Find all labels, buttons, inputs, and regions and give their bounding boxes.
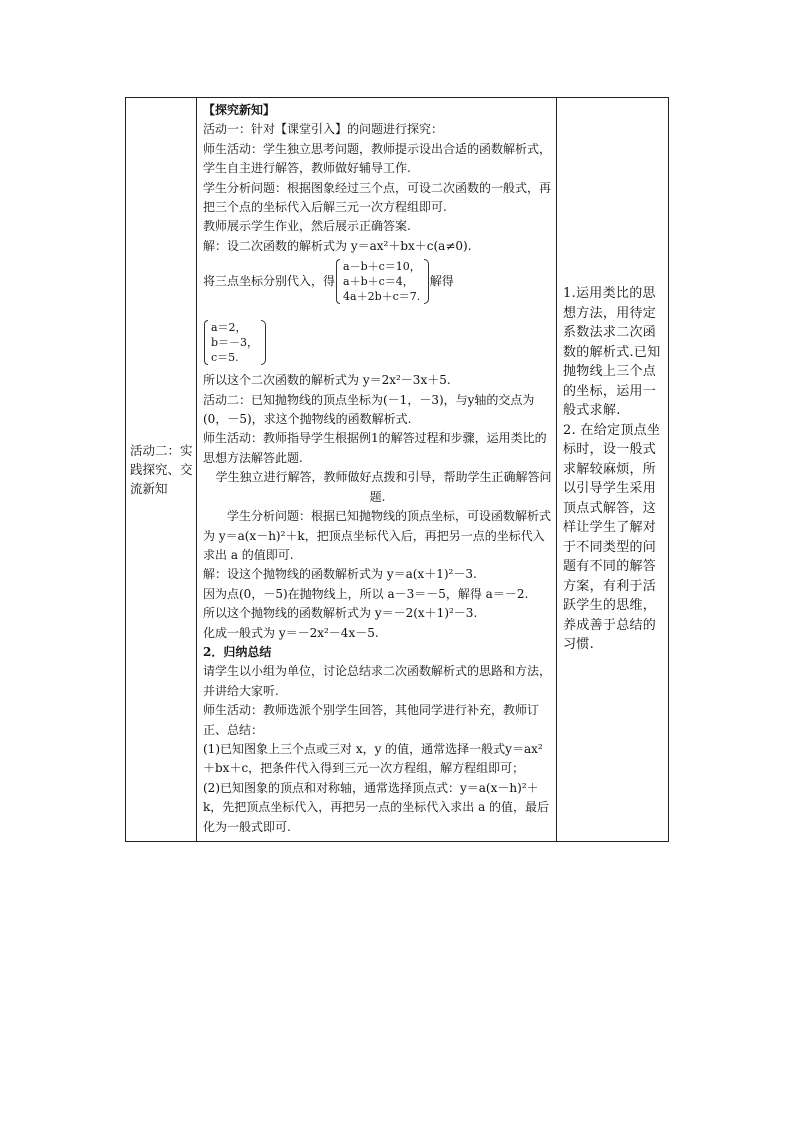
- section-heading-explore: 【探究新知】: [203, 103, 276, 117]
- activity-one-text: 活动一：针对【课堂引入】的问题进行探究：: [203, 122, 444, 137]
- summary-point-1: (1)已知图象上三个点或三对 x，y 的值，通常选择一般式y＝ax²＋bx＋c，把条件代入得到三元一次方程组，解方程组即可；: [203, 741, 543, 776]
- summary-point-2: (2)已知图象的顶点和对称轴，通常选择顶点式：y＝a(x－h)²＋k，先把顶点坐标代入，再把另一点的坐标代入求出 a 的值，最后化为一般式即可.: [203, 780, 550, 834]
- activity-two-text: 活动二：已知抛物线的顶点坐标为(－1，－3)，与y轴的交点为(0，－5)，求这个抛物线的函数解析式.: [203, 392, 535, 427]
- teacher-shows-work: 教师展示学生作业，然后展示正确答案.: [203, 219, 411, 234]
- solution-setup: 解：设二次函数的解析式为 y＝ax²＋bx＋c(a≠0).: [203, 238, 472, 253]
- substitution-suffix: 解得: [429, 274, 454, 289]
- solution-setup-2: 解：设这个抛物线的函数解析式为 y＝a(x＋1)²－3.: [203, 567, 477, 582]
- equation-line: c＝5.: [211, 351, 239, 365]
- result-function-2: 所以这个抛物线的函数解析式为 y＝－2(x＋1)²－3.: [203, 606, 478, 621]
- design-intent-cell: [557, 98, 669, 842]
- equation-line: a＋b＋c＝4，: [343, 275, 414, 289]
- student-analysis-2: 学生分析问题：根据已知抛物线的顶点坐标，可设函数解析式为 y＝a(x－h)²＋k，把顶点坐标代入后，再把另一点的坐标代入求出 a 的值即可.: [203, 509, 552, 562]
- teaching-process-content: [197, 98, 556, 841]
- teacher-guidance: 师生活动：教师指导学生根据例1的解答过程和步骤，运用类比的思想方法解答此题.: [203, 431, 547, 465]
- student-solving: 学生独立进行解答，教师做好点拨和引导，帮助学生正确解答问题.: [215, 470, 552, 504]
- equation-line: b＝－3，: [211, 336, 259, 350]
- substitute-point: 因为点(0，－5)在抛物线上，所以 a－3＝－5，解得 a＝－2.: [203, 586, 529, 601]
- equation-system-2: [204, 320, 266, 365]
- solution-row: [203, 320, 552, 365]
- substitution-prefix: 将三点坐标分别代入，得: [203, 274, 336, 289]
- teacher-student-activity: 师生活动：学生独立思考问题，教师提示设出合适的函数解析式，学生自主进行解答，教师做好辅导工作.: [203, 141, 552, 176]
- teacher-summary: 师生活动：教师选派个别学生回答，其他同学进行补充，教师订正、总结：: [203, 703, 540, 737]
- design-intent-content: [557, 284, 668, 655]
- lesson-plan-table: [125, 97, 669, 842]
- equation-line: 4a＋2b＋c＝7.: [343, 290, 421, 304]
- general-form: 化成一般式为 y＝－2x²－4x－5.: [203, 625, 379, 640]
- activity-label: 活动二：实践探究、交流新知: [130, 443, 193, 496]
- design-note-2: 2. 在给定顶点坐标时，设一般式求解较麻烦，所以引导学生采用顶点式解答，这样让学生了解对于不同类型的问题有不同的解答方案，有利于活跃学生的思维，养成善于总结的习惯.: [563, 422, 661, 653]
- result-function-1: 所以这个二次函数的解析式为 y＝2x²－3x＋5.: [203, 373, 451, 388]
- equation-line: a＝2，: [211, 321, 247, 335]
- equation-line: a－b＋c＝10，: [343, 260, 421, 274]
- section-heading-summary: 2．归纳总结: [203, 644, 272, 659]
- table-row: [126, 98, 669, 842]
- design-note-1: 1.运用类比的思想方法，用待定系数法求二次函数的解析式.已知抛物线上三个点的坐标，运用一般式求解.: [563, 286, 661, 419]
- activity-label-cell: [126, 98, 197, 842]
- student-analysis: 学生分析问题：根据图象经过三个点，可设二次函数的一般式，再把三个点的坐标代入后解三元一次方程组即可.: [203, 180, 552, 215]
- teaching-process-cell: [197, 98, 557, 842]
- substitution-row: [203, 259, 552, 304]
- equation-system-1: [336, 259, 429, 304]
- group-discussion: 请学生以小组为单位，讨论总结求二次函数解析式的思路和方法，并讲给大家听.: [203, 664, 552, 698]
